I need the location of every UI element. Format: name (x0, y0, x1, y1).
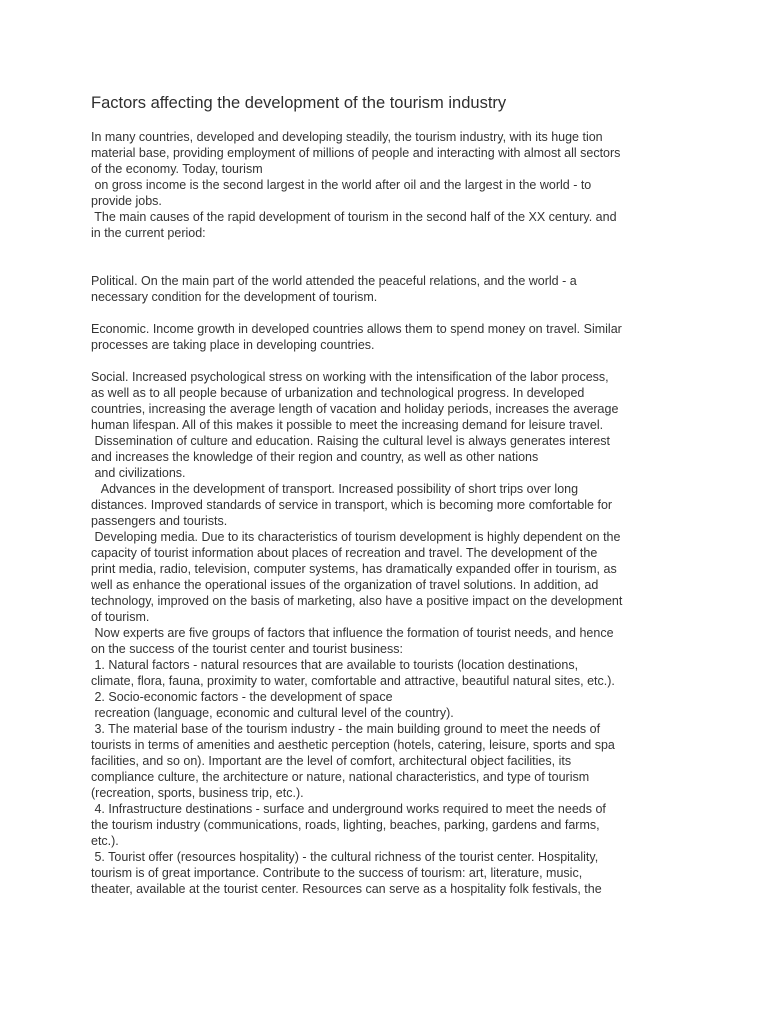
text-line: In many countries, developed and developing steadily, the tourism industry, with its huge tion (91, 130, 603, 144)
text-line: distances. Improved standards of service in transport, which is becoming more comfortable for (91, 498, 613, 512)
text-line: 3. The material base of the tourism industry - the main building ground to meet the needs of (91, 722, 601, 736)
text-line: and civilizations. (91, 466, 186, 480)
document-title: Factors affecting the development of the tourism industry (91, 94, 507, 112)
text-line: 4. Infrastructure destinations - surface and underground works required to meet the needs of (91, 802, 606, 816)
text-line: processes are taking place in developing countries. (91, 338, 375, 352)
text-line: recreation (language, economic and cultural level of the country). (91, 706, 454, 720)
text-line: well as enhance the operational issues of the organization of travel solutions. In addition, ad (91, 578, 599, 592)
text-line: material base, providing employment of millions of people and interacting with almost all sectors (91, 146, 621, 160)
text-line (91, 241, 691, 257)
text-line: Economic. Income growth in developed countries allows them to spend money on travel. Similar (91, 322, 622, 336)
text-line: 2. Socio-economic factors - the development of space (91, 690, 393, 704)
text-line (91, 353, 691, 369)
text-line: Political. On the main part of the world attended the peaceful relations, and the world - a (91, 274, 577, 288)
text-line: Developing media. Due to its characteristics of tourism development is highly dependent on the (91, 530, 621, 544)
text-line: necessary condition for the development of tourism. (91, 290, 378, 304)
text-line: passengers and tourists. (91, 514, 228, 528)
text-line: on the success of the tourist center and tourist business: (91, 642, 403, 656)
text-line: provide jobs. (91, 194, 162, 208)
document-body (91, 129, 691, 897)
text-line: the tourism industry (communications, roads, lighting, beaches, parking, gardens and farms, (91, 818, 600, 832)
text-line: countries, increasing the average length of vacation and holiday periods, increases the average (91, 402, 619, 416)
text-line: on gross income is the second largest in the world after oil and the largest in the world - to (91, 178, 592, 192)
text-line: as well as to all people because of urbanization and technological progress. In developed (91, 386, 585, 400)
text-line (91, 257, 691, 273)
text-line: tourists in terms of amenities and aesthetic perception (hotels, catering, leisure, sports and spa (91, 738, 615, 752)
text-line: The main causes of the rapid development of tourism in the second half of the XX century. and (91, 210, 617, 224)
text-line: of the economy. Today, tourism (91, 162, 263, 176)
text-line: 1. Natural factors - natural resources that are available to tourists (location destinations, (91, 658, 579, 672)
text-line: etc.). (91, 834, 119, 848)
text-line: (recreation, sports, business trip, etc.). (91, 786, 304, 800)
text-line: print media, radio, television, computer systems, has dramatically expanded offer in tourism, as (91, 562, 617, 576)
text-line: facilities, and so on). Important are the level of comfort, architectural object facilities, its (91, 754, 572, 768)
text-line: Now experts are five groups of factors that influence the formation of tourist needs, and hence (91, 626, 614, 640)
text-line: Advances in the development of transport. Increased possibility of short trips over long (91, 482, 579, 496)
text-line: tourism is of great importance. Contribute to the success of tourism: art, literature, music, (91, 866, 583, 880)
text-line: of tourism. (91, 610, 150, 624)
text-line: theater, available at the tourist center. Resources can serve as a hospitality folk festivals, the (91, 882, 602, 896)
text-line: in the current period: (91, 226, 206, 240)
text-line: Social. Increased psychological stress on working with the intensification of the labor process, (91, 370, 609, 384)
text-line: capacity of tourist information about places of recreation and travel. The development of the (91, 546, 598, 560)
text-line: human lifespan. All of this makes it possible to meet the increasing demand for leisure travel. (91, 418, 604, 432)
text-line: compliance culture, the architecture or nature, national characteristics, and type of tourism (91, 770, 590, 784)
text-line: technology, improved on the basis of marketing, also have a positive impact on the development (91, 594, 623, 608)
text-line: climate, flora, fauna, proximity to water, comfortable and attractive, beautiful natural sites, etc.). (91, 674, 615, 688)
text-line: Dissemination of culture and education. Raising the cultural level is always generates interest (91, 434, 611, 448)
text-line: and increases the knowledge of their region and country, as well as other nations (91, 450, 539, 464)
text-line (91, 305, 691, 321)
text-line: 5. Tourist offer (resources hospitality) - the cultural richness of the tourist center. Hospitality, (91, 850, 599, 864)
